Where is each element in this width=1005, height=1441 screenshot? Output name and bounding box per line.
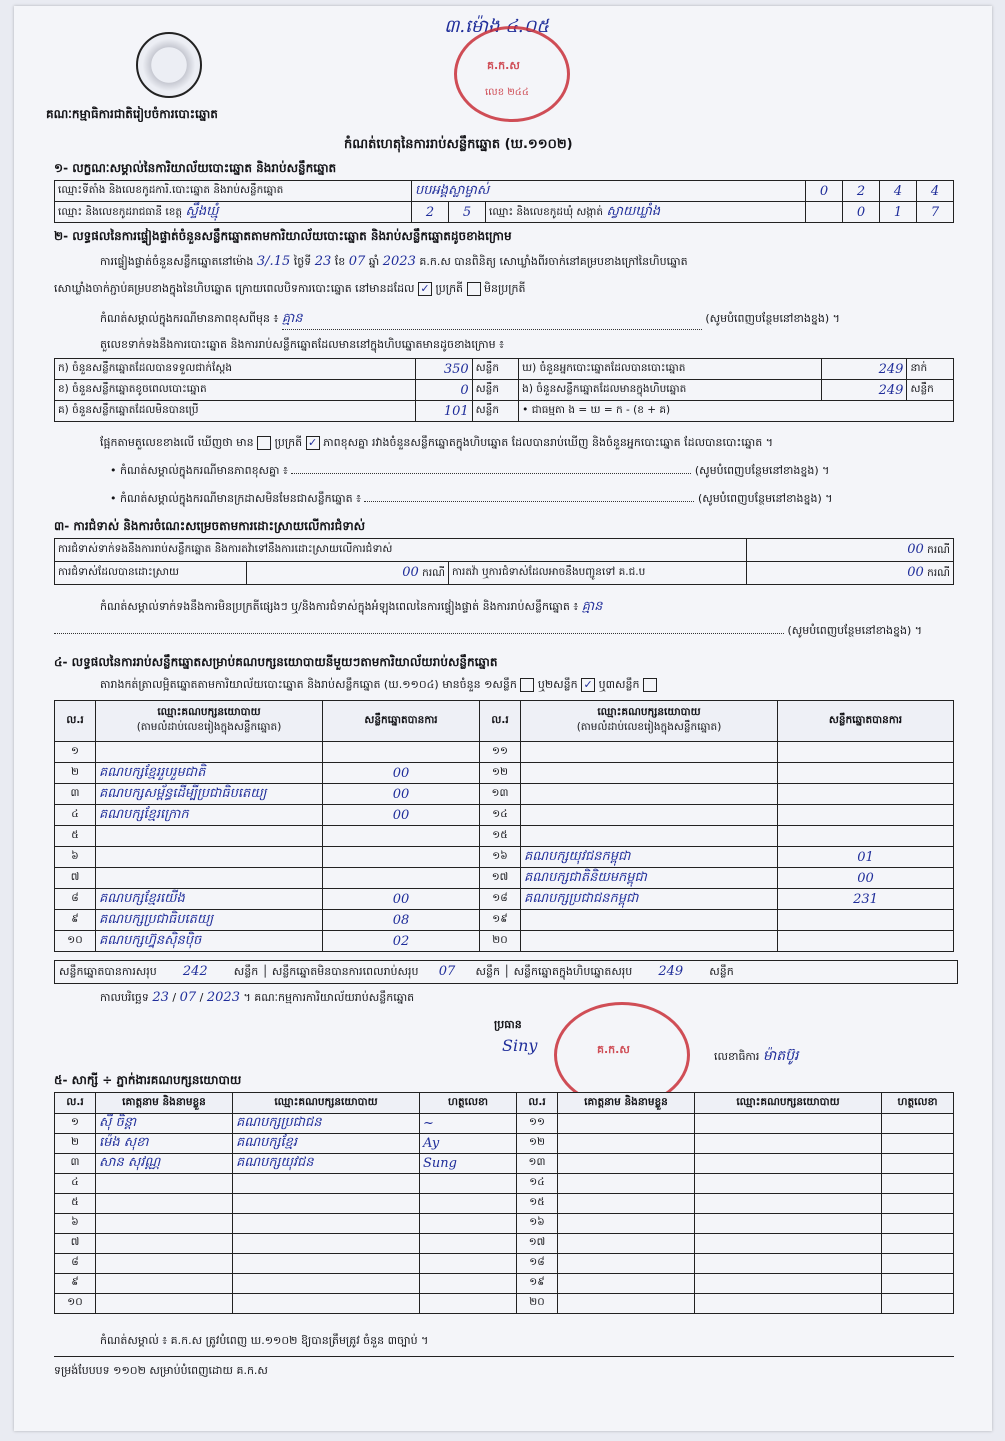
witness-signature xyxy=(420,1214,517,1234)
witness-signature: ~ xyxy=(420,1114,517,1134)
sheet-count-line: តារាងកត់ត្រាលម្អិតឆ្នោតតាមការិយាល័យបោះឆ្នោត និងរាប់សន្លឹកឆ្នោត (ឃ.១១០៤) មានចំនួន ១សន្លឹក ឬ២សន្លឹក ✓ ឬ៣សន្លឹក xyxy=(100,678,657,694)
witness-name xyxy=(96,1194,233,1214)
party-votes xyxy=(778,805,954,826)
witness-name: សាន សុវណ្ណ xyxy=(96,1154,233,1174)
bullet-non-ballot: • កំណត់សម្គាល់ក្នុងករណីមានក្រដាសមិនមែនជាសន្លឹកឆ្នោត ៖ xyxy=(110,492,361,505)
day-value: 23 xyxy=(314,254,332,269)
witness-name xyxy=(558,1254,695,1274)
witness-party xyxy=(695,1154,882,1174)
witness-name xyxy=(558,1194,695,1214)
witness-signature xyxy=(420,1254,517,1274)
row-number: ១២ xyxy=(517,1134,558,1154)
row-number: ៩ xyxy=(55,1274,96,1294)
witness-party: គណបក្សយុវជន xyxy=(233,1154,420,1174)
commune-label: ឈ្មោះ និងលេខកូដឃុំ សង្កាត់ xyxy=(489,205,604,218)
party-row xyxy=(55,742,954,763)
witness-signature xyxy=(882,1194,954,1214)
witness-row xyxy=(55,1274,954,1294)
party-row xyxy=(55,910,954,931)
witness-name xyxy=(558,1154,695,1174)
party-name: គណបក្សសម្ព័ន្ធដើម្បីប្រជាធិបតេយ្យ xyxy=(96,784,323,805)
identity-table: ឈ្មោះទីតាំង និងលេខកូដការិ.បោះឆ្នោត និងរាប់សន្លឹកឆ្នោត បបអង្គស្លាម្ចាស់ 0 2 4 4 ឈ្មោះ និងលេខកូដរាជធានី ខេត្ត ស្ទឹងឃ្មុំ 2 5 ឈ្មោះ និងលេខកូដឃុំ សង្កាត់ ស្វាយឃ្លាំង 0 1 7 xyxy=(54,180,954,223)
party-row xyxy=(55,931,954,952)
party-name: គណបក្សប្រជាធិបតេយ្យ xyxy=(96,910,323,931)
objection-label: ការជំទាស់ទាក់ទងនឹងការរាប់សន្លឹកឆ្នោត និងការតវ៉ាទៅនឹងការដោះស្រាយលើការជំទាស់ xyxy=(55,539,747,562)
party-name xyxy=(521,910,778,931)
row-number: ៤ xyxy=(55,1174,96,1194)
party-votes: 08 xyxy=(323,910,480,931)
total-in-box: 249 xyxy=(658,964,684,979)
row-number: ១ xyxy=(55,742,96,763)
party-row xyxy=(55,847,954,868)
party-row xyxy=(55,868,954,889)
section-4-title: ៤- លទ្ធផលនៃការរាប់សន្លឹកឆ្នោតសម្រាប់គណបក្សនយោបាយនីមួយៗតាមការិយាល័យរាប់សន្លឹកឆ្នោត xyxy=(54,655,498,669)
witness-signature xyxy=(420,1194,517,1214)
witness-name xyxy=(558,1294,695,1314)
resolved-count: 00 xyxy=(402,564,419,580)
witness-party xyxy=(233,1254,420,1274)
witness-row xyxy=(55,1154,954,1174)
witness-party xyxy=(695,1174,882,1194)
bullet-difference: • កំណត់សម្គាល់ក្នុងករណីមានភាពខុសគ្នា ៖ xyxy=(110,464,288,477)
witness-row xyxy=(55,1294,954,1314)
row-number: ៤ xyxy=(55,805,96,826)
party-votes: 00 xyxy=(323,784,480,805)
party-votes xyxy=(778,742,954,763)
two-sheet-checkbox[interactable]: ✓ xyxy=(581,678,595,692)
witness-party xyxy=(233,1214,420,1234)
footnote: កំណត់សម្គាល់ ៖ គ.ក.ស ត្រូវបំពេញ ឃ.១១០២ ឱ្យបានត្រឹមត្រូវ ចំនួន ៣ច្បាប់ ។ xyxy=(100,1334,429,1347)
year-value: 2023 xyxy=(382,254,416,269)
row-number: ១១ xyxy=(480,742,521,763)
verification-line-2: សោឃ្លាំងចាក់ភ្ជាប់គម្របខាងក្នុងនៃហិបឆ្នោត ក្រោយពេលបិទការបោះឆ្នោត នៅមានដដែល ✓ ប្រក្រតី មិនប្រក្រតី xyxy=(54,282,526,295)
row-number: ១១ xyxy=(517,1114,558,1134)
document-title: កំណត់ហេតុនៃការរាប់សន្លឹកឆ្នោត (ឃ.១១០២) xyxy=(344,137,573,152)
section-5-title: ៥- សាក្សី ÷ ភ្នាក់ងារគណបក្សនយោបាយ xyxy=(54,1073,242,1087)
witness-table: ល.រ គោត្តនាម និងនាមខ្លួន ឈ្មោះគណបក្សនយោបាយ ហត្ថលេខា ល.រ គោត្តនាម និងនាមខ្លួន ឈ្មោះគណបក្សនយោបាយ ហត្ថលេខា ១ ស៊ី ចិន្តា គណបក្សប្រជាជន ~ ១១ ២ ម៉េង សុខា គណបក្សខ្មែរ Ay ១២ ៣ សាន សុវណ្ណ គណបក្សយុវជន Sung ១៣ ៤ ១៤ ៥ ១៥ ៦ ១៦ ៧ ១៧ ៨ ១៨ ៩ ១៩ ១០ ២០ xyxy=(54,1092,954,1314)
count-row: ក) ចំនួនសន្លឹកឆ្នោតដែលបានទទួលជាក់ស្តែង 350 សន្លឹក ឃ) ចំនួនអ្នកបោះឆ្នោតដែលបានបោះឆ្នោត 249 នាក់ xyxy=(55,359,954,380)
row-number: ១៦ xyxy=(480,847,521,868)
party-name: គណបក្សជាតិនិយមកម្ពុជា xyxy=(521,868,778,889)
party-votes xyxy=(323,847,480,868)
row-number: ១៦ xyxy=(517,1214,558,1234)
witness-party xyxy=(233,1294,420,1314)
date-line: កាលបរិច្ឆេទ 23 / 07 / 2023 ។ គណៈកម្មការការិយាល័យរាប់សន្លឹកឆ្នោត xyxy=(100,990,415,1005)
row-number: ១៥ xyxy=(517,1194,558,1214)
witness-signature xyxy=(882,1254,954,1274)
party-votes xyxy=(778,784,954,805)
top-handwriting: ៣.ម៉ោង ៤.០៥ xyxy=(444,16,550,37)
row-number: ១៩ xyxy=(480,910,521,931)
party-votes: 231 xyxy=(778,889,954,910)
witness-signature xyxy=(882,1274,954,1294)
witness-row xyxy=(55,1174,954,1194)
witness-signature xyxy=(882,1154,954,1174)
witness-signature xyxy=(882,1134,954,1154)
witness-name xyxy=(558,1174,695,1194)
party-name: គណបក្សប្រជាជនកម្ពុជា xyxy=(521,889,778,910)
witness-party: គណបក្សប្រជាជន xyxy=(233,1114,420,1134)
witness-party xyxy=(695,1194,882,1214)
party-name: គណបក្សខ្មែរយើង xyxy=(96,889,323,910)
difference-note: កំណត់សម្គាល់ក្នុងករណីមានភាពខុសពីមុន ៖ គ្មាន (សូមបំពេញបន្ថែមនៅខាងខ្នង) ។ xyxy=(100,310,960,330)
total-invalid: 07 xyxy=(438,964,456,979)
diff-difference-checkbox[interactable]: ✓ xyxy=(306,436,320,450)
witness-party: គណបក្សខ្មែរ xyxy=(233,1134,420,1154)
divider xyxy=(54,1356,954,1357)
row-number: ១២ xyxy=(480,763,521,784)
party-votes xyxy=(323,826,480,847)
time-value: 3/.15 xyxy=(256,254,291,269)
secretary-signature: ម៉ាតប៊ូរ xyxy=(762,1048,799,1064)
abnormal-checkbox[interactable] xyxy=(467,282,481,296)
party-name xyxy=(521,784,778,805)
party-name xyxy=(521,763,778,784)
row-number: ១៧ xyxy=(480,868,521,889)
witness-signature: Ay xyxy=(420,1134,517,1154)
witness-signature xyxy=(882,1114,954,1134)
witness-signature: Sung xyxy=(420,1154,517,1174)
party-row xyxy=(55,763,954,784)
verification-line-1: ការផ្ទៀងផ្ទាត់ចំនួនសន្លឹកឆ្នោតនៅម៉ោង 3/.15 ថ្ងៃទី 23 ខែ 07 ឆ្នាំ 2023 គ.ក.ស បានពិនិត្យ សោឃ្លាំងពីរចាក់នៅគម្របខាងក្រៅនៃហិបឆ្នោត xyxy=(100,254,688,269)
count-row: ខ) ចំនួនសន្លឹកឆ្នោតខូចពេលបោះឆ្នោត 0 សន្លឹក ង) ចំនួនសន្លឹកឆ្នោតដែលមានក្នុងហិបឆ្នោត 249 សន្លឹក xyxy=(55,380,954,401)
party-name xyxy=(521,826,778,847)
witness-name: ស៊ី ចិន្តា xyxy=(96,1114,233,1134)
emblem-icon xyxy=(136,32,202,98)
witness-name xyxy=(558,1114,695,1134)
row-number: ៨ xyxy=(55,889,96,910)
witness-name xyxy=(558,1234,695,1254)
secretary: លេខាធិការ ម៉ាតប៊ូរ xyxy=(714,1048,799,1064)
chair-signature: Siny xyxy=(502,1036,538,1055)
row-number: ១៤ xyxy=(480,805,521,826)
commune-value: ស្វាយឃ្លាំង xyxy=(606,203,661,219)
row-number: ១៣ xyxy=(480,784,521,805)
top-seal: គ.ក.ស លេខ ២៤៤ xyxy=(454,26,570,122)
resolved-label: ការជំទាស់ដែលបានដោះស្រាយ xyxy=(55,562,247,585)
bottom-seal: គ.ក.ស xyxy=(554,1002,690,1108)
party-votes xyxy=(778,931,954,952)
row-number: ១០ xyxy=(55,1294,96,1314)
province-label: ឈ្មោះ និងលេខកូដរាជធានី ខេត្ត xyxy=(58,205,183,218)
party-name xyxy=(521,742,778,763)
row-number: ២០ xyxy=(517,1294,558,1314)
row-number: ២០ xyxy=(480,931,521,952)
difference-note-value: គ្មាន xyxy=(282,310,702,330)
difference-line: ផ្អែកតាមតួលេខខាងលើ ឃើញថា មាន ប្រក្រតី ✓ ភាពខុសគ្នា រវាងចំនួនសន្លឹកឆ្នោតក្នុងហិបឆ្នោត ដែលបានរាប់ឃើញ និងចំនួនអ្នកបោះឆ្នោត ដែលបានបោះឆ្នោត ។ xyxy=(100,436,773,449)
party-results-table: ល.រ ឈ្មោះគណបក្សនយោបាយ (តាមលំដាប់លេខរៀងក្នុងសន្លឹកឆ្នោត) សន្លឹកឆ្នោតបានការ ល.រ ឈ្មោះគណបក្សនយោបាយ (តាមលំដាប់លេខរៀងក្នុងសន្លឹកឆ្នោត) សន្លឹកឆ្នោតបានការ ១ ១១ ២ គណបក្សខ្មែររួបរួមជាតិ 00 ១២ ៣ គណបក្សសម្ព័ន្ធដើម្បីប្រជាធិបតេយ្យ 00 ១៣ ៤ គណបក្សខ្មែរក្រោក 00 ១៤ ៥ ១៥ ៦ ១៦ គណបក្សយុវជនកម្ពុជា 01 ៧ ១៧ គណបក្សជាតិនិយមកម្ពុជា 00 ៨ គណបក្សខ្មែរយើង 00 ១៨ គណបក្សប្រជាជនកម្ពុជា 231 ៩ គណបក្សប្រជាធិបតេយ្យ 08 ១៩ ១០ គណបក្សហ្វ៊ុនស៊ិនប៉ិច 02 ២០ xyxy=(54,700,954,952)
party-name: គណបក្សខ្មែររួបរួមជាតិ xyxy=(96,763,323,784)
party-votes xyxy=(323,742,480,763)
party-name xyxy=(96,742,323,763)
chair-label: ប្រធាន xyxy=(494,1018,522,1031)
station-value: បបអង្គស្លាម្ចាស់ xyxy=(412,181,806,202)
row-number: ១៧ xyxy=(517,1234,558,1254)
forwarded-count: 00 xyxy=(907,564,924,580)
witness-name xyxy=(96,1214,233,1234)
party-row xyxy=(55,805,954,826)
witness-signature xyxy=(882,1294,954,1314)
witness-party xyxy=(695,1234,882,1254)
witness-name xyxy=(558,1134,695,1154)
witness-signature xyxy=(420,1294,517,1314)
ballot-count-table xyxy=(54,358,954,422)
row-number: ៧ xyxy=(55,1234,96,1254)
count-row: គ) ចំនួនសន្លឹកឆ្នោតដែលមិនបានប្រើ 101 សន្លឹក • ជាធម្មតា ង = ឃ = ក - (ខ + គ) xyxy=(55,401,954,422)
row-number: ៦ xyxy=(55,1214,96,1234)
row-number: ៥ xyxy=(55,826,96,847)
row-number: ១០ xyxy=(55,931,96,952)
party-name xyxy=(96,868,323,889)
section-1-title: ១- លក្ខណៈសម្គាល់នៃការិយាល័យបោះឆ្នោត និងរាប់សន្លឹកឆ្នោត xyxy=(54,161,337,175)
party-name xyxy=(96,847,323,868)
row-number: ៩ xyxy=(55,910,96,931)
party-votes xyxy=(323,868,480,889)
witness-party xyxy=(233,1234,420,1254)
row-number: ២ xyxy=(55,763,96,784)
irregularity-note-value: គ្មាន xyxy=(581,599,603,614)
witness-name xyxy=(96,1274,233,1294)
row-number: ៨ xyxy=(55,1254,96,1274)
witness-party xyxy=(233,1274,420,1294)
row-number: ១៤ xyxy=(517,1174,558,1194)
witness-party xyxy=(695,1254,882,1274)
witness-signature xyxy=(420,1174,517,1194)
month-value: 07 xyxy=(348,254,366,269)
document-sheet: គណៈកម្មាធិការជាតិរៀបចំការបោះឆ្នោត ៣.ម៉ោង ៤.០៥ គ.ក.ស លេខ ២៤៤ កំណត់ហេតុនៃការរាប់សន្លឹកឆ្នោត (ឃ.១១០២) ១- លក្ខណៈសម្គាល់នៃការិយាល័យបោះឆ្នោត និងរាប់សន្លឹកឆ្នោត ឈ្មោះទីតាំង និងលេខកូដការិ.បោះឆ្នោត និងរាប់សន្លឹកឆ្នោត បបអង្គស្លាម្ចាស់ 0 2 4 4 ឈ្មោះ និងលេខកូដរាជធានី ខេត្ត ស្ទឹងឃ្មុំ 2 5 ឈ្មោះ និងលេខកូដឃុំ សង្កាត់ ស្វាយឃ្លាំង 0 1 7 ២- លទ្ធផលនៃការផ្ទៀងផ្ទាត់ចំនួនសន្លឹកឆ្នោតតាមការិយាល័យបោះឆ្នោត និងរាប់សន្លឹកឆ្នោតដូចខាងក្រោម ការផ្ទៀងផ្ទាត់ចំនួនសន្លឹកឆ្នោតនៅម៉ោង 3/.15 ថ្ងៃទី 23 ខែ 07 ឆ្នាំ 2023 គ.ក.ស បានពិនិត្យ សោឃ្លាំងពីរចាក់នៅគម្របខាងក្រៅនៃហិបឆ្នោត សោឃ្លាំងចាក់ភ្ជាប់គម្របខាងក្នុងនៃហិបឆ្នោត ក្រោយពេលបិទការបោះឆ្នោត នៅមានដដែល ✓ ប្រក្រតី មិនប្រក្រតី កំណត់សម្គាល់ក្នុងករណីមានភាពខុសពីមុន ៖ គ្មាន (សូមបំពេញបន្ថែមនៅខាងខ្នង) ។ តួលេខទាក់ទងនឹងការបោះឆ្នោត និងការរាប់សន្លឹកឆ្នោតដែលមាននៅក្នុងហិបឆ្នោតមានដូចខាងក្រោម ៖ ក) ចំនួនសន្លឹកឆ្នោតដែលបានទទួលជាក់ស្តែង 350 សន្លឹក ឃ) ចំនួនអ្នកបោះឆ្នោតដែលបានបោះឆ្នោត 249 នាក់ ខ) ចំនួនសន្លឹកឆ្នោតខូចពេលបោះឆ្នោត 0 សន្លឹក ង) ចំនួនសន្លឹកឆ្នោតដែលមានក្នុងហិបឆ្នោត 249 សន្លឹក គ) ចំនួនសន្លឹកឆ្នោតដែលមិនបានប្រើ 101 សន្លឹក • ជាធម្មតា ង = ឃ = ក - (ខ + គ) ផ្អែកតាមតួលេខខាងលើ ឃើញថា មាន ប្រក្រតី ✓ ភាពខុសគ្នា រវាងចំនួនសន្លឹកឆ្នោតក្នុងហិបឆ្នោត ដែលបានរាប់ឃើញ និងចំនួនអ្នកបោះឆ្នោត ដែលបានបោះឆ្នោត ។ • កំណត់សម្គាល់ក្នុងករណីមានភាពខុសគ្នា ៖ (សូមបំពេញបន្ថែមនៅខាងខ្នង) ។ • កំណត់សម្គាល់ក្នុងករណីមានក្រដាសមិនមែនជាសន្លឹកឆ្នោត ៖ (សូមបំពេញបន្ថែមនៅខាងខ្នង) ។ ៣- ការជំទាស់ និងការចំណេះសម្រេចតាមការដោះស្រាយលើការជំទាស់ ការជំទាស់ទាក់ទងនឹងការរាប់សន្លឹកឆ្នោត និងការតវ៉ាទៅនឹងការដោះស្រាយលើការជំទាស់ 00 ករណី ការជំទាស់ដែលបានដោះស្រាយ 00 ករណី ការតវ៉ា ឬការជំទាស់ដែលអាចនឹងបញ្ជូនទៅ គ.ជ.ប 00 ករណី កំណត់សម្គាល់ទាក់ទងនឹងការមិនប្រក្រតីផ្សេងៗ ឬ/និងការជំទាស់ក្នុងអំឡុងពេលនៃការផ្ទៀងផ្ទាត់ និងការរាប់សន្លឹកឆ្នោត ៖ គ្មាន (សូមបំពេញបន្ថែមនៅខាងខ្នង) ។ ៤- លទ្ធផលនៃការរាប់សន្លឹកឆ្នោតសម្រាប់គណបក្សនយោបាយនីមួយៗតាមការិយាល័យរាប់សន្លឹកឆ្នោត តារាងកត់ត្រាលម្អិតឆ្នោតតាមការិយាល័យបោះឆ្នោត និងរាប់សន្លឹកឆ្នោត (ឃ.១១០៤) មានចំនួន ១សន្លឹក ឬ២សន្លឹក ✓ ឬ៣សន្លឹក ល.រ ឈ្មោះគណបក្សនយោបាយ (តាមលំដាប់លេខរៀងក្នុងសន្លឹកឆ្នោត) សន្លឹកឆ្នោតបានការ ល.រ ឈ្មោះគណបក្សនយោបាយ (តាមលំដាប់លេខរៀងក្នុងសន្លឹកឆ្នោត) សន្លឹកឆ្នោតបានការ ១ ១១ ២ គណបក្សខ្មែររួបរួមជាតិ 00 ១២ ៣ គណបក្សសម្ព័ន្ធដើម្បីប្រជាធិបតេយ្យ 00 ១៣ ៤ គណបក្សខ្មែរក្រោក 00 ១៤ ៥ ១៥ ៦ ១៦ គណបក្សយុវជនកម្ពុជា 01 ៧ ១៧ គណបក្សជាតិនិយមកម្ពុជា 00 ៨ គណបក្សខ្មែរយើង 00 ១៨ គណបក្សប្រជាជនកម្ពុជា 231 ៩ គណបក្សប្រជាធិបតេយ្យ 08 ១៩ ១០ គណបក្សហ្វ៊ុនស៊ិនប៉ិច 02 ២០ សន្លឹកឆ្នោតបានការសរុប 242 សន្លឹក │ សន្លឹកឆ្នោតមិនបានការពេលរាប់សរុប 07 សន្លឹក │ សន្លឹកឆ្នោតក្នុងហិបឆ្នោតសរុប 249 សន្លឹក កាលបរិច្ឆេទ 23 / 07 / 2023 ។ គណៈកម្មការការិយាល័យរាប់សន្លឹកឆ្នោត ប្រធាន Siny គ.ក.ស លេខាធិការ ម៉ាតប៊ូរ ៥- សាក្សី ÷ ភ្នាក់ងារគណបក្សនយោបាយ ល.រ គោត្តនាម និងនាមខ្លួន ឈ្មោះគណបក្សនយោបាយ ហត្ថលេខា ល.រ គោត្តនាម និងនាមខ្លួន ឈ្មោះគណបក្សនយោបាយ ហត្ថលេខា ១ ស៊ី ចិន្តា គណបក្សប្រជាជន ~ ១១ ២ ម៉េង សុខា គណបក្សខ្មែរ Ay ១២ ៣ សាន សុវណ្ណ គណបក្សយុវជន Sung ១៣ ៤ ១៤ ៥ ១៥ ៦ ១៦ ៧ ១៧ ៨ ១៨ ៩ ១៩ ១០ ២០ កំណត់សម្គាល់ ៖ គ.ក.ស ត្រូវបំពេញ ឃ.១១០២ ឱ្យបានត្រឹមត្រូវ ចំនួន ៣ច្បាប់ ។ ទម្រង់បែបបទ ១១០២ សម្រាប់បំពេញដោយ គ.ក.ស xyxy=(14,6,992,1431)
party-name: គណបក្សយុវជនកម្ពុជា xyxy=(521,847,778,868)
party-votes xyxy=(778,910,954,931)
witness-party xyxy=(695,1134,882,1154)
party-row xyxy=(55,889,954,910)
row-number: ៧ xyxy=(55,868,96,889)
station-label: ឈ្មោះទីតាំង និងលេខកូដការិ.បោះឆ្នោត និងរាប់សន្លឹកឆ្នោត xyxy=(55,181,412,202)
row-number: ១៩ xyxy=(517,1274,558,1294)
witness-row xyxy=(55,1194,954,1214)
table-intro: តួលេខទាក់ទងនឹងការបោះឆ្នោត និងការរាប់សន្លឹកឆ្នោតដែលមាននៅក្នុងហិបឆ្នោតមានដូចខាងក្រោម ៖ xyxy=(100,338,504,351)
witness-signature xyxy=(882,1234,954,1254)
totals-row: សន្លឹកឆ្នោតបានការសរុប 242 សន្លឹក │ សន្លឹកឆ្នោតមិនបានការពេលរាប់សរុប 07 សន្លឹក │ សន្លឹកឆ្នោតក្នុងហិបឆ្នោតសរុប 249 សន្លឹក xyxy=(54,960,958,984)
witness-name xyxy=(96,1294,233,1314)
row-number: ៣ xyxy=(55,784,96,805)
witness-signature xyxy=(882,1174,954,1194)
party-votes: 00 xyxy=(323,805,480,826)
witness-signature xyxy=(420,1274,517,1294)
party-name: គណបក្សហ្វ៊ុនស៊ិនប៉ិច xyxy=(96,931,323,952)
row-number: ១៨ xyxy=(480,889,521,910)
witness-name xyxy=(96,1254,233,1274)
witness-row xyxy=(55,1114,954,1134)
witness-name xyxy=(558,1214,695,1234)
party-votes xyxy=(778,826,954,847)
witness-name xyxy=(558,1274,695,1294)
normal-checkbox[interactable]: ✓ xyxy=(418,282,432,296)
witness-row xyxy=(55,1254,954,1274)
row-number: ១៥ xyxy=(480,826,521,847)
party-votes: 02 xyxy=(323,931,480,952)
party-row xyxy=(55,826,954,847)
witness-party xyxy=(695,1214,882,1234)
witness-name xyxy=(96,1174,233,1194)
diff-normal-checkbox[interactable] xyxy=(257,436,271,450)
row-number: ២ xyxy=(55,1134,96,1154)
witness-party xyxy=(233,1194,420,1214)
party-name xyxy=(96,826,323,847)
one-sheet-checkbox[interactable] xyxy=(520,678,534,692)
witness-row xyxy=(55,1234,954,1254)
witness-party xyxy=(695,1274,882,1294)
province-value: ស្ទឹងឃ្មុំ xyxy=(185,203,219,219)
row-number: ១៣ xyxy=(517,1154,558,1174)
witness-party xyxy=(233,1174,420,1194)
row-number: ១ xyxy=(55,1114,96,1134)
committee-name: គណៈកម្មាធិការជាតិរៀបចំការបោះឆ្នោត xyxy=(46,107,218,121)
forwarded-label: ការតវ៉ា ឬការជំទាស់ដែលអាចនឹងបញ្ជូនទៅ គ.ជ.ប xyxy=(449,562,747,585)
party-votes: 00 xyxy=(323,889,480,910)
witness-signature xyxy=(882,1214,954,1234)
party-votes xyxy=(778,763,954,784)
form-note: ទម្រង់បែបបទ ១១០២ សម្រាប់បំពេញដោយ គ.ក.ស xyxy=(54,1364,268,1377)
witness-row xyxy=(55,1214,954,1234)
party-name xyxy=(521,805,778,826)
witness-signature xyxy=(420,1234,517,1254)
section-3-title: ៣- ការជំទាស់ និងការចំណេះសម្រេចតាមការដោះស្រាយលើការជំទាស់ xyxy=(54,519,366,533)
witness-row xyxy=(55,1134,954,1154)
witness-party xyxy=(695,1294,882,1314)
party-votes: 01 xyxy=(778,847,954,868)
witness-name xyxy=(96,1234,233,1254)
row-number: ៦ xyxy=(55,847,96,868)
objections-table: ការជំទាស់ទាក់ទងនឹងការរាប់សន្លឹកឆ្នោត និងការតវ៉ាទៅនឹងការដោះស្រាយលើការជំទាស់ 00 ករណី ការជំទាស់ដែលបានដោះស្រាយ 00 ករណី ការតវ៉ា ឬការជំទាស់ដែលអាចនឹងបញ្ជូនទៅ គ.ជ.ប 00 ករណី xyxy=(54,538,954,585)
row-number: ៣ xyxy=(55,1154,96,1174)
total-valid: 242 xyxy=(182,964,208,979)
section-2-title: ២- លទ្ធផលនៃការផ្ទៀងផ្ទាត់ចំនួនសន្លឹកឆ្នោតតាមការិយាល័យបោះឆ្នោត និងរាប់សន្លឹកឆ្នោតដូចខាងក្រោម xyxy=(54,229,512,243)
row-number: ១៨ xyxy=(517,1254,558,1274)
witness-party xyxy=(695,1114,882,1134)
party-row xyxy=(55,784,954,805)
party-name: គណបក្សខ្មែរក្រោក xyxy=(96,805,323,826)
three-sheet-checkbox[interactable] xyxy=(643,678,657,692)
party-name xyxy=(521,931,778,952)
party-votes: 00 xyxy=(323,763,480,784)
party-votes: 00 xyxy=(778,868,954,889)
row-number: ៥ xyxy=(55,1194,96,1214)
objection-count: 00 xyxy=(907,541,924,557)
irregularity-note: កំណត់សម្គាល់ទាក់ទងនឹងការមិនប្រក្រតីផ្សេងៗ ឬ/និងការជំទាស់ក្នុងអំឡុងពេលនៃការផ្ទៀងផ្ទាត់ និងការរាប់សន្លឹកឆ្នោត ៖ គ្មាន xyxy=(100,599,603,614)
witness-name: ម៉េង សុខា xyxy=(96,1134,233,1154)
